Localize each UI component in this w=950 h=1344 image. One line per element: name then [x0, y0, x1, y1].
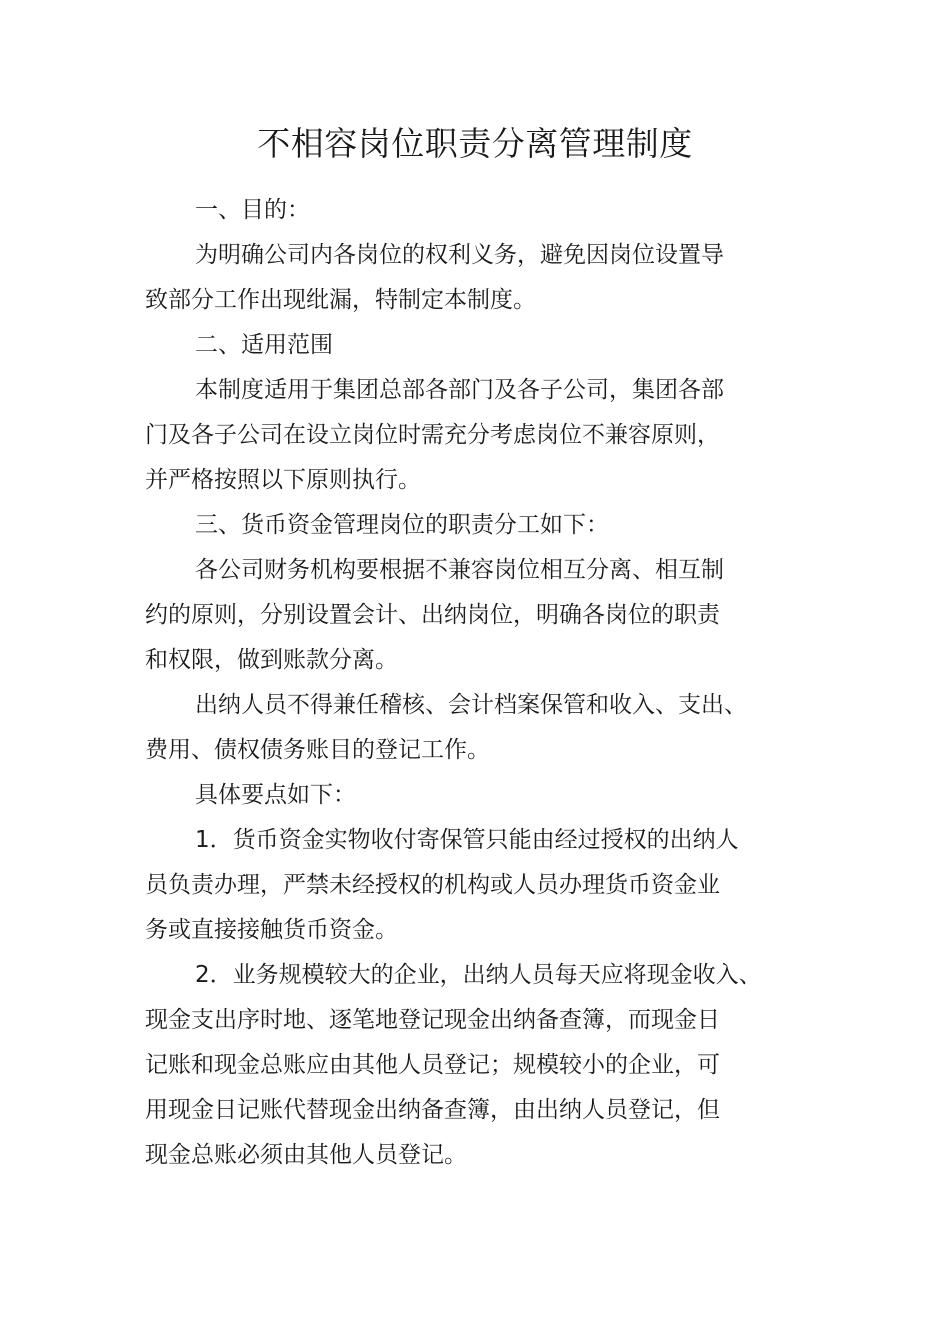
- document-body: [145, 188, 813, 1178]
- text-line: 二、适用范围: [195, 332, 333, 358]
- text-line: 具体要点如下：: [195, 782, 356, 808]
- text-line: 现金总账必须由其他人员登记。: [145, 1142, 467, 1168]
- text-line: 三、货币资金管理岗位的职责分工如下：: [195, 512, 609, 538]
- document-title: 不相容岗位职责分离管理制度: [257, 124, 693, 163]
- text-line: 门及各子公司在设立岗位时需充分考虑岗位不兼容原则，: [145, 422, 720, 448]
- text-line: 务或直接接触货币资金。: [145, 917, 398, 943]
- text-line: 现金支出序时地、逐笔地登记现金出纳备查簿，而现金日: [145, 1007, 720, 1033]
- paragraph-key-points-heading: [145, 773, 813, 818]
- text-line: 记账和现金总账应由其他人员登记；规模较小的企业，可: [145, 1052, 720, 1078]
- text-line: 一、目的：: [195, 197, 310, 223]
- paragraph-point-1: [145, 818, 813, 953]
- paragraph-duties-separation: [145, 548, 813, 683]
- text-line: 本制度适用于集团总部各部门及各子公司，集团各部: [195, 377, 724, 403]
- paragraph-scope: [145, 368, 813, 503]
- text-line: 费用、债权债务账目的登记工作。: [145, 737, 490, 763]
- text-line: 用现金日记账代替现金出纳备查簿，由出纳人员登记，但: [145, 1097, 720, 1123]
- paragraph-scope-heading: [145, 323, 813, 368]
- text-line: 致部分工作出现纰漏，特制定本制度。: [145, 287, 536, 313]
- text-line: 员负责办理，严禁未经授权的机构或人员办理货币资金业: [145, 872, 720, 898]
- paragraph-duties-heading: [145, 503, 813, 548]
- paragraph-cashier-restrictions: [145, 683, 813, 773]
- paragraph-purpose: [145, 233, 813, 323]
- text-line: 出纳人员不得兼任稽核、会计档案保管和收入、支出、: [195, 692, 747, 718]
- text-line: 1．货币资金实物收付寄保管只能由经过授权的出纳人: [195, 827, 739, 853]
- text-line: 和权限，做到账款分离。: [145, 647, 398, 673]
- text-line: 为明确公司内各岗位的权利义务，避免因岗位设置导: [195, 242, 724, 268]
- text-line: 并严格按照以下原则执行。: [145, 467, 421, 493]
- text-line: 2．业务规模较大的企业，出纳人员每天应将现金收入、: [195, 962, 762, 988]
- paragraph-point-2: [145, 953, 813, 1178]
- paragraph-purpose-heading: [145, 188, 813, 233]
- text-line: 约的原则，分别设置会计、出纳岗位，明确各岗位的职责: [145, 602, 720, 628]
- text-line: 各公司财务机构要根据不兼容岗位相互分离、相互制: [195, 557, 724, 583]
